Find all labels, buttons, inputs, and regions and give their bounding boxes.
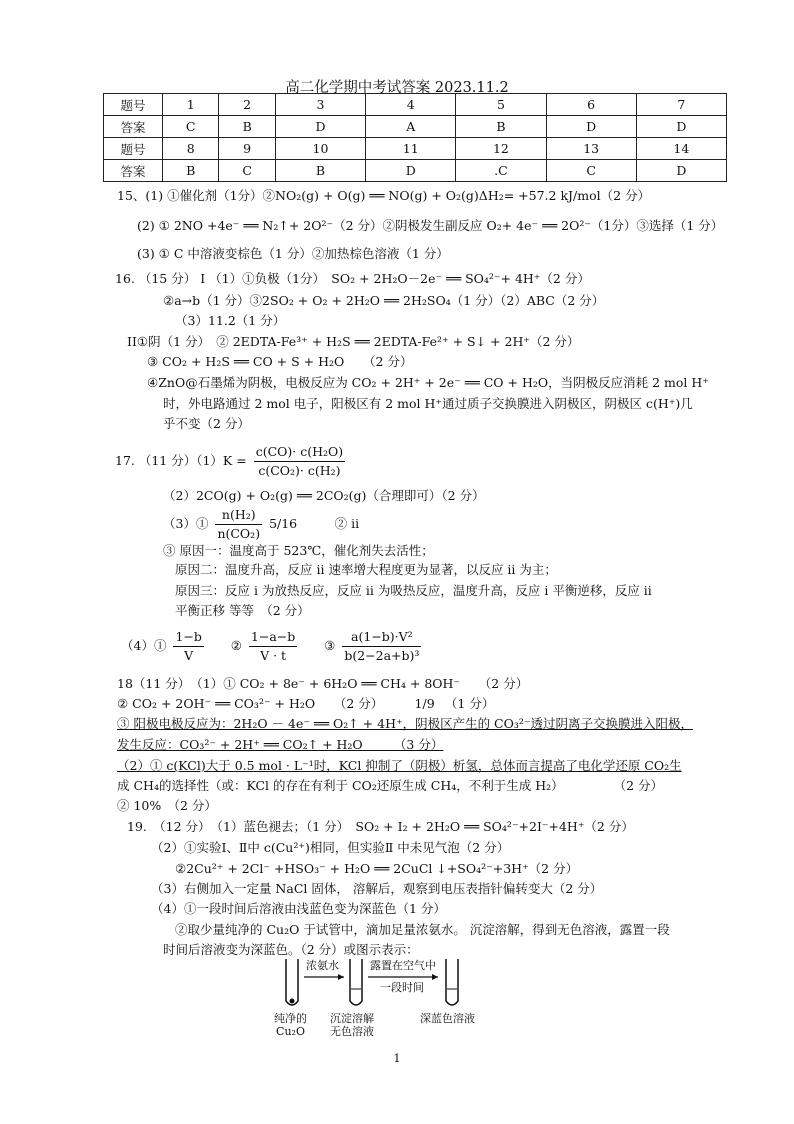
q17-4-frac3: [342, 628, 421, 665]
table-cell: B: [163, 160, 219, 182]
q17-ratio-fraction: [215, 506, 262, 543]
q17-line2: （2）2CO(g) + O₂(g) ══ 2CO₂(g)（合理即可）（2 分）: [163, 488, 485, 503]
table-cell: C: [546, 160, 636, 182]
table-row: [104, 160, 727, 182]
q17-line8: [121, 628, 424, 665]
table-cell: 6: [546, 94, 636, 116]
table-cell: .C: [456, 160, 546, 182]
q17-ratio-denominator: n(CO₂): [217, 526, 261, 541]
table-row-header: 答案: [104, 160, 163, 182]
q17-4-frac2: [249, 628, 297, 665]
test-tube-3: [446, 959, 458, 1005]
q19-line2: （2）①实验Ⅰ、Ⅱ中 c(Cu²⁺)相同，但实验Ⅱ 中未见气泡（2 分）: [151, 840, 510, 855]
q17-line5: 原因二：温度升高，反应 ii 速率增大程度更为显著，以反应 ii 为主；: [175, 562, 557, 577]
q17-4-label3: ③: [324, 638, 336, 653]
table-cell: 13: [546, 138, 636, 160]
table-cell: 14: [636, 138, 726, 160]
table-row: [104, 138, 727, 160]
table-cell: D: [366, 160, 456, 182]
table-cell: D: [636, 160, 726, 182]
table-cell: D: [275, 116, 365, 138]
page-number: 1: [393, 1052, 401, 1065]
q17-3-rest: 5/16 ② ii: [269, 516, 360, 531]
q17-k-fraction: [254, 443, 345, 480]
table-row: [104, 116, 727, 138]
q18-line2: ② CO₂ + 2OH⁻ ══ CO₃²⁻ + H₂O （2 分） 1/9 （1 分）: [117, 696, 495, 711]
table-row: [104, 94, 727, 116]
q15-line2: (2) ① 2NO +4e⁻ ══ N₂↑+ 2O²⁻（2 分）②阴极发生副反应 O₂+ 4e⁻ ══ 2O²⁻（1分）③选择（1 分）: [137, 218, 724, 233]
q17-4-frac3-num: a(1−b)·V²: [342, 628, 421, 647]
q17-4-frac1-den: V: [184, 648, 194, 663]
q16-line4: II①阴（1 分） ② 2EDTA-Fe³⁺ + H₂S ══ 2EDTA-Fe²⁺ + S↓ + 2H⁺（2 分）: [127, 334, 580, 349]
q15-line3: (3) ① C 中溶液变棕色（1 分）②加热棕色溶液（1 分）: [137, 246, 449, 261]
arrow-2-head: [432, 974, 438, 980]
q16-line5: ③ CO₂ + H₂S ══ CO + S + H₂O （2 分）: [147, 354, 413, 369]
table-cell: B: [456, 116, 546, 138]
q17-4-frac2-den: V · t: [260, 648, 287, 663]
table-cell: C: [219, 160, 275, 182]
q18-line6: 成 CH₄的选择性（或：KCl 的存在有利于 CO₂还原生成 CH₄，不利于生成 H₂） （2 分）: [117, 778, 664, 793]
q16-line3: （3）11.2（1 分）: [175, 313, 286, 328]
table-cell: D: [636, 116, 726, 138]
table-cell: A: [366, 116, 456, 138]
table-row-header: 题号: [104, 138, 163, 160]
arrow-2-bottom-label: 一段时间: [380, 981, 424, 994]
q17-4-frac1: [173, 628, 203, 665]
table-row-header: 题号: [104, 94, 163, 116]
q16-line1: 16. （15 分） Ⅰ （1）①负极（1分） SO₂ + 2H₂O－2e⁻ ══ SO₄²⁻+ 4H⁺（2 分）: [115, 271, 590, 286]
caption-cu2o: 纯净的 Cu₂O: [274, 1012, 307, 1038]
q17-4-frac1-num: 1−b: [173, 628, 203, 647]
q17-ratio-numerator: n(H₂): [215, 506, 262, 525]
arrow-1-head: [338, 974, 344, 980]
q17-4-frac2-num: 1−a−b: [249, 628, 297, 647]
table-cell: C: [163, 116, 219, 138]
table-cell: B: [219, 116, 275, 138]
table-cell: 12: [456, 138, 546, 160]
q17-line3: [163, 506, 359, 543]
q19-line1: 19. （12 分） （1）蓝色褪去；（1 分） SO₂ + I₂ + 2H₂O ══ SO₄²⁻+2I⁻+4H⁺（2 分）: [127, 819, 634, 834]
cu2o-solid: [290, 999, 295, 1004]
q15-line1: 15、(1) ①催化剂（1分）②NO₂(g) + O(g) ══ NO(g) + O₂(g)ΔH₂= +57.2 kJ/mol（2 分）: [117, 188, 651, 203]
table-cell: 2: [219, 94, 275, 116]
table-cell: 3: [275, 94, 365, 116]
table-cell: 9: [219, 138, 275, 160]
q16-line7: 时，外电路通过 2 mol 电子，阳极区有 2 mol H⁺通过质子交换膜进入阴极区，阴极区 c(H⁺)几: [163, 396, 693, 411]
q18-line1: 18（11 分） （1）① CO₂ + 8e⁻ + 6H₂O ══ CH₄ + 8OH⁻ （2 分）: [117, 676, 529, 691]
q17-k-denominator: c(CO₂)· c(H₂): [258, 463, 341, 478]
q19-line3: ②2Cu²⁺ + 2Cl⁻ +HSO₃⁻ + H₂O ══ 2CuCl ↓+SO₄²⁻+3H⁺（2 分）: [175, 861, 579, 876]
test-tube-2: [350, 959, 362, 1005]
table-cell: 8: [163, 138, 219, 160]
arrow-2-top-label: 露置在空气中: [370, 959, 436, 972]
caption-dissolved: 沉淀溶解 无色溶液: [330, 1012, 374, 1038]
q16-line6: ④ZnO@石墨烯为阴极，电极反应为 CO₂ + 2H⁺ + 2e⁻ ══ CO + H₂O，当阴极反应消耗 2 mol H⁺: [147, 375, 709, 390]
q17-k-label: 17. （11 分）（1）K =: [115, 453, 247, 468]
arrow-1-label: 浓氨水: [306, 959, 339, 972]
table-cell: B: [275, 160, 365, 182]
q17-4-label: （4）①: [121, 638, 167, 653]
page-title: 高二化学期中考试答案 2023.11.2: [285, 80, 509, 96]
q19-line5: （4）①一段时间后溶液由浅蓝色变为深蓝色（1 分）: [151, 901, 446, 916]
table-cell: 1: [163, 94, 219, 116]
table-cell: 10: [275, 138, 365, 160]
q17-3-label: （3）①: [163, 516, 209, 531]
q18-line4: 发生反应：CO₃²⁻ + 2H⁺ ══ CO₂↑ + H₂O （3 分）: [117, 737, 444, 752]
q17-line6: 原因三：反应 i 为放热反应，反应 ii 为吸热反应，温度升高，反应 i 平衡逆移，反应 ii: [175, 583, 652, 598]
q18-line3: ③ 阳极电极反应为：2H₂O － 4e⁻ ══ O₂↑ + 4H⁺，阴极区产生的 CO₃²⁻透过阴离子交换膜进入阳极，: [117, 716, 693, 731]
cu2o-experiment-diagram: [270, 955, 490, 1038]
table-cell: 7: [636, 94, 726, 116]
q18-line7: ② 10% （2 分）: [117, 798, 217, 813]
q17-line7: 平衡正移 等等 （2 分）: [175, 603, 310, 618]
table-cell: 11: [366, 138, 456, 160]
q17-4-label2: ②: [230, 638, 242, 653]
q17-line4: ③ 原因一：温度高于 523℃，催化剂失去活性；: [163, 543, 434, 558]
q19-line6: ②取少量纯净的 Cu₂O 于试管中，滴加足量浓氨水。 沉淀溶解，得到无色溶液，露置一段: [175, 922, 670, 937]
q16-line2: ②a→b（1 分）③2SO₂ + O₂ + 2H₂O ══ 2H₂SO₄（1 分）（2）ABC（2 分）: [163, 293, 605, 308]
table-cell: D: [546, 116, 636, 138]
q17-line1: [115, 443, 348, 480]
test-tube-1: [286, 959, 298, 1005]
q17-4-frac3-den: b(2−2a+b)³: [344, 648, 420, 663]
table-cell: 4: [366, 94, 456, 116]
table-row-header: 答案: [104, 116, 163, 138]
q16-line8: 乎不变（2 分）: [163, 416, 250, 431]
answer-table: [103, 93, 727, 182]
q17-k-numerator: c(CO)· c(H₂O): [254, 443, 345, 462]
q18-line5: （2）① c(KCl)大于 0.5 mol · L⁻¹时，KCl 抑制了（阴极）析氢，总体而言提高了电化学还原 CO₂生: [117, 758, 682, 773]
q19-line7: 时间后溶液变为深蓝色。（2 分）或图示表示：: [163, 942, 419, 957]
table-cell: 5: [456, 94, 546, 116]
caption-deep-blue: 深蓝色溶液: [420, 1012, 475, 1025]
q19-line4: （3）右侧加入一定量 NaCl 固体， 溶解后，观察到电压表指针偏转变大（2 分）: [151, 881, 603, 896]
